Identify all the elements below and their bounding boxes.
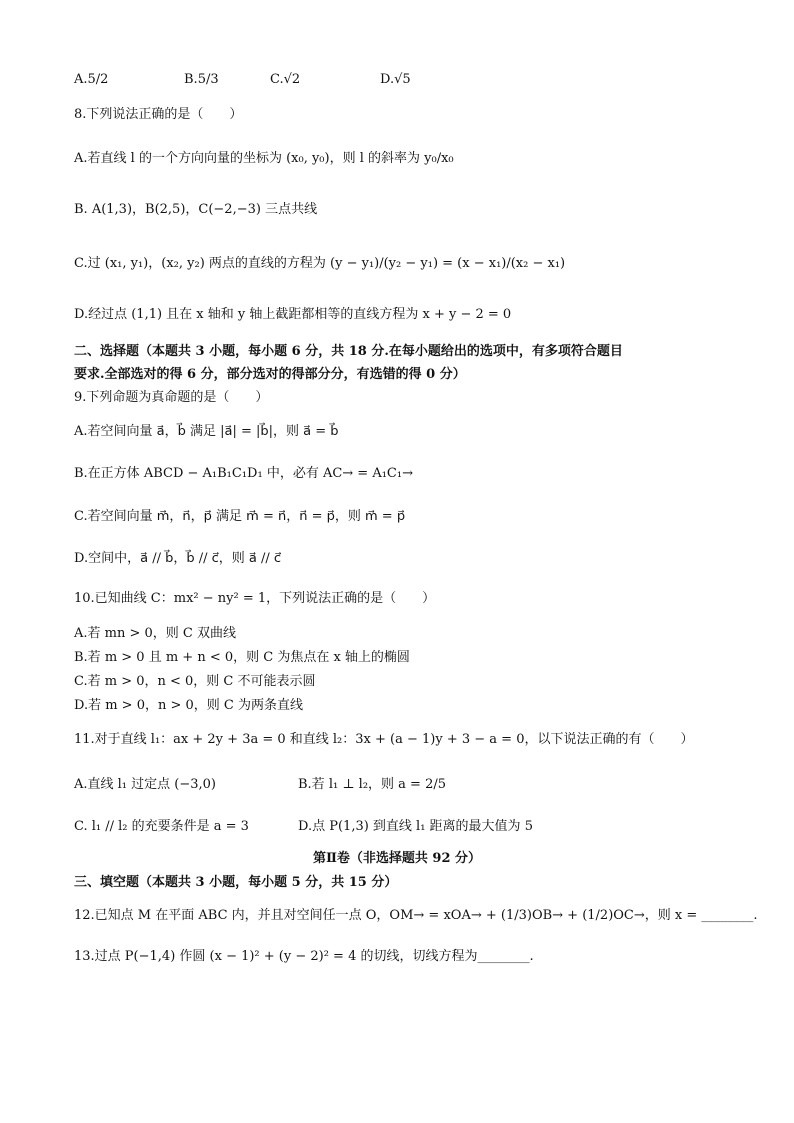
q8-option-b: B. A(1,3)，B(2,5)，C(−2,−3) 三点共线	[74, 202, 318, 217]
q7-option-b-label: B.	[184, 72, 198, 87]
section-2-heading-line-1: 二、选择题（本题共 3 小题，每小题 6 分，共 18 分.在每小题给出的选项中，有多项符合题目	[74, 344, 623, 359]
q9-option-c: C.若空间向量 m⃗，n⃗，p⃗ 满足 m⃗ = n⃗，n⃗ = p⃗，则 m⃗ = p⃗	[74, 509, 406, 524]
q9-option-b: B.在正方体 ABCD − A₁B₁C₁D₁ 中，必有 AC→ = A₁C₁→	[74, 466, 413, 481]
q11-option-b: B.若 l₁ ⊥ l₂，则 a = 2/5	[298, 777, 447, 792]
q7-option-d-math: √5	[394, 72, 411, 87]
q11-stem: 11.对于直线 l₁：ax + 2y + 3a = 0 和直线 l₂：3x + (a − 1)y + 3 − a = 0，以下说法正确的有（ ）	[74, 732, 694, 747]
q10-option-c: C.若 m > 0，n < 0，则 C 不可能表示圆	[74, 674, 316, 689]
q13-text: 13.过点 P(−1,4) 作圆 (x − 1)² + (y − 2)² = 4 的切线，切线方程为________.	[74, 949, 534, 964]
section-2-heading-line-2: 要求.全部选对的得 6 分，部分选对的得部分分，有选错的得 0 分）	[74, 367, 466, 382]
q7-option-c-math: √2	[283, 72, 301, 87]
q7-option-d-label: D.	[380, 72, 395, 87]
q9-option-d: D.空间中，a⃗ // b⃗，b⃗ // c⃗，则 a⃗ // c⃗	[74, 551, 282, 566]
q7-option-b	[184, 72, 219, 87]
section-3-heading: 三、填空题（本题共 3 小题，每小题 5 分，共 15 分）	[74, 875, 398, 890]
q7-option-c-label: C.	[270, 72, 284, 87]
q11-option-a: A.直线 l₁ 过定点 (−3,0)	[74, 777, 216, 792]
q8-option-a: A.若直线 l 的一个方向向量的坐标为 (x₀, y₀)，则 l 的斜率为 y₀/x₀	[74, 151, 454, 166]
q7-option-d	[380, 72, 411, 87]
q9-option-a: A.若空间向量 a⃗，b⃗ 满足 |a⃗| = |b⃗|，则 a⃗ = b⃗	[74, 424, 339, 439]
q8-stem: 8.下列说法正确的是（ ）	[74, 107, 243, 122]
q10-option-a: A.若 mn > 0，则 C 双曲线	[74, 626, 236, 641]
q11-option-c: C. l₁ // l₂ 的充要条件是 a = 3	[74, 819, 249, 834]
part-2-title: 第Ⅱ卷（非选择题共 92 分）	[312, 851, 482, 866]
q7-option-a-math: 5/2	[87, 72, 109, 87]
q7-option-a	[74, 72, 108, 87]
q10-option-d: D.若 m > 0，n > 0，则 C 为两条直线	[74, 698, 303, 713]
q8-option-c: C.过 (x₁, y₁)，(x₂, y₂) 两点的直线的方程为 (y − y₁)/(y₂ − y₁) = (x − x₁)/(x₂ − x₁)	[74, 256, 566, 271]
q7-option-a-label: A.	[74, 72, 88, 87]
q12-text: 12.已知点 M 在平面 ABC 内，并且对空间任一点 O，OM→ = xOA→ + (1/3)OB→ + (1/2)OC→，则 x = ________.	[74, 908, 758, 923]
q7-option-b-math: 5/3	[197, 72, 219, 87]
q10-stem: 10.已知曲线 C：mx² − ny² = 1，下列说法正确的是（ ）	[74, 591, 436, 606]
q11-option-d: D.点 P(1,3) 到直线 l₁ 距离的最大值为 5	[298, 819, 533, 834]
q8-option-d: D.经过点 (1,1) 且在 x 轴和 y 轴上截距都相等的直线方程为 x + y − 2 = 0	[74, 307, 512, 322]
q7-option-c	[270, 72, 300, 87]
q10-option-b: B.若 m > 0 且 m + n < 0，则 C 为焦点在 x 轴上的椭圆	[74, 650, 410, 665]
q9-stem: 9.下列命题为真命题的是（ ）	[74, 390, 269, 405]
